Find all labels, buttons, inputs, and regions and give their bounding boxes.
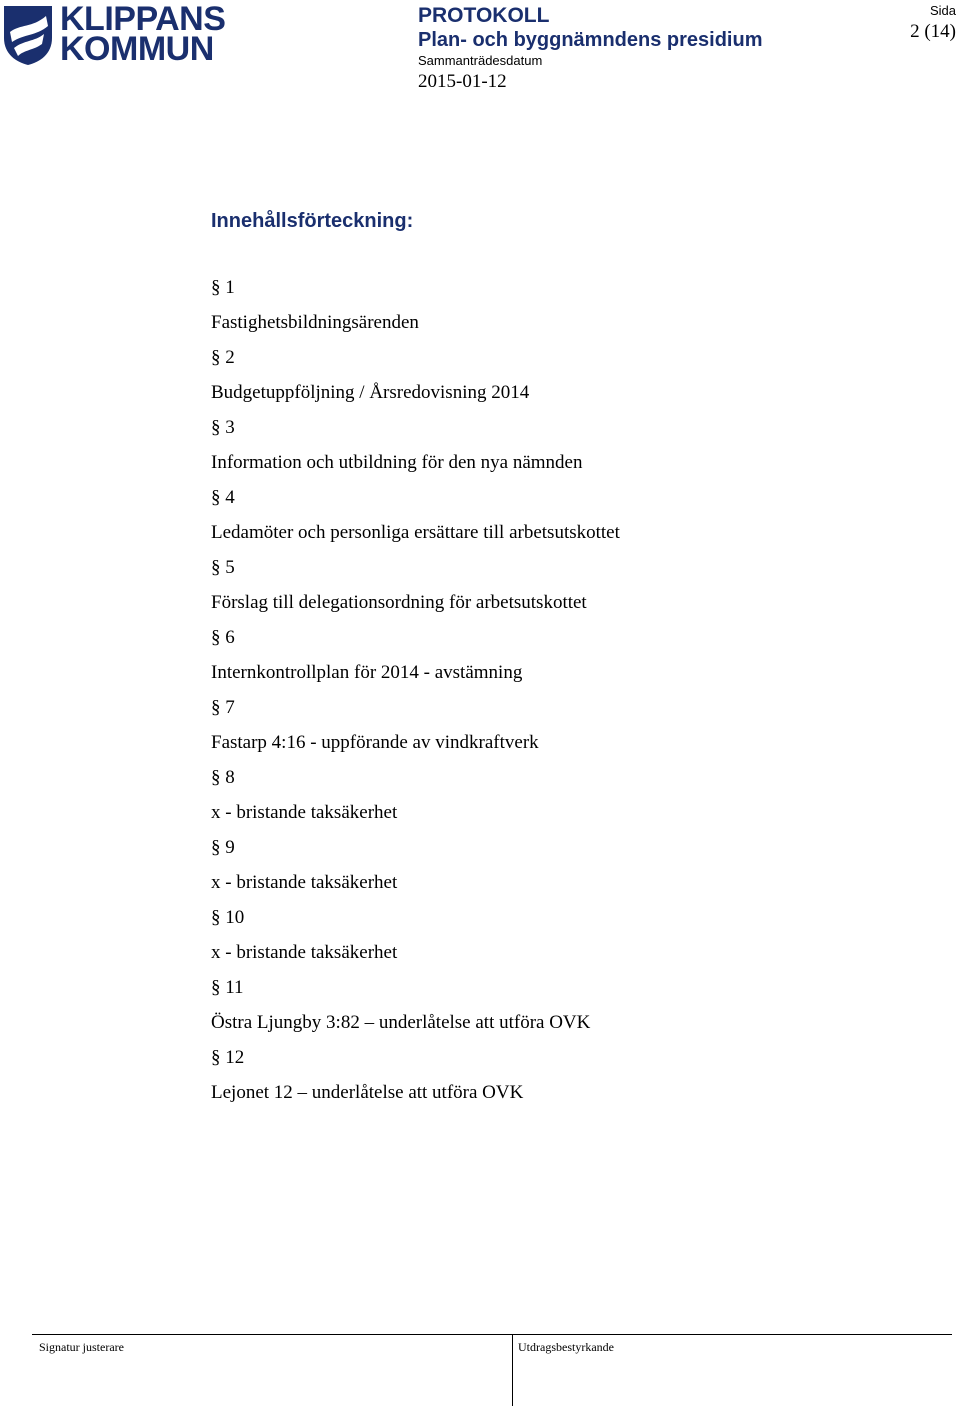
toc-item-number: § 6 — [211, 627, 235, 648]
toc-item — [211, 1040, 620, 1110]
toc-item-title: Fastarp 4:16 - uppförande av vindkraftverk — [211, 732, 539, 753]
signature-field-label: Signatur justerare — [39, 1340, 124, 1354]
logo-line-1: KLIPPANS — [60, 0, 226, 38]
toc-item — [211, 270, 620, 340]
toc-item-title: x - bristande taksäkerhet — [211, 802, 398, 823]
toc-item — [211, 830, 620, 900]
toc-item-number: § 7 — [211, 697, 235, 718]
page-label: Sida — [929, 3, 956, 18]
toc-item-title: Lejonet 12 – underlåtelse att utföra OVK — [211, 1082, 524, 1103]
toc-item — [211, 970, 620, 1040]
toc-item-title: x - bristande taksäkerhet — [211, 942, 398, 963]
signature-footer — [32, 1334, 952, 1406]
toc-list — [211, 270, 620, 1110]
page-number: 2 (14) — [910, 21, 956, 42]
toc-item-number: § 12 — [211, 1047, 245, 1068]
toc-item-title: Information och utbildning för den nya nämnden — [211, 452, 583, 473]
document-header — [418, 4, 763, 94]
toc-item-number: § 11 — [211, 977, 244, 998]
toc-item-title: Ledamöter och personliga ersättare till arbetsutskottet — [211, 522, 620, 543]
footer-divider — [512, 1334, 513, 1406]
toc-item-title: Förslag till delegationsordning för arbetsutskottet — [211, 592, 587, 613]
toc-item-title: x - bristande taksäkerhet — [211, 872, 398, 893]
committee-name: Plan- och byggnämndens presidium — [418, 29, 763, 51]
page-indicator — [910, 2, 956, 44]
toc-item — [211, 760, 620, 830]
toc-item — [211, 550, 620, 620]
certification-field-label: Utdragsbestyrkande — [518, 1340, 614, 1354]
toc-item-number: § 3 — [211, 417, 235, 438]
municipality-logo — [2, 0, 226, 70]
footer-rule — [32, 1334, 952, 1335]
toc-title: Innehållsförteckning: — [211, 210, 414, 232]
toc-item-number: § 8 — [211, 767, 235, 788]
toc-item-title: Budgetuppföljning / Årsredovisning 2014 — [211, 382, 530, 403]
toc-item — [211, 410, 620, 480]
toc-item-number: § 4 — [211, 487, 235, 508]
toc-item — [211, 480, 620, 550]
toc-item-number: § 2 — [211, 347, 235, 368]
toc-item-title: Fastighetsbildningsärenden — [211, 312, 419, 333]
logo-wordmark — [60, 0, 226, 68]
toc-item-number: § 9 — [211, 837, 235, 858]
toc-item-title: Östra Ljungby 3:82 – underlåtelse att utföra OVK — [211, 1012, 591, 1033]
meeting-date-label: Sammanträdesdatum — [418, 53, 543, 68]
meeting-date: 2015-01-12 — [418, 71, 507, 92]
document-type: PROTOKOLL — [418, 4, 550, 27]
coat-of-arms-icon — [2, 4, 54, 66]
toc-item-number: § 5 — [211, 557, 235, 578]
logo-line-2: KOMMUN — [60, 30, 214, 68]
toc-item — [211, 620, 620, 690]
toc-item-number: § 10 — [211, 907, 245, 928]
toc-item-number: § 1 — [211, 277, 235, 298]
toc-item — [211, 340, 620, 410]
toc-item — [211, 900, 620, 970]
toc-item — [211, 690, 620, 760]
toc-item-title: Internkontrollplan för 2014 - avstämning — [211, 662, 523, 683]
